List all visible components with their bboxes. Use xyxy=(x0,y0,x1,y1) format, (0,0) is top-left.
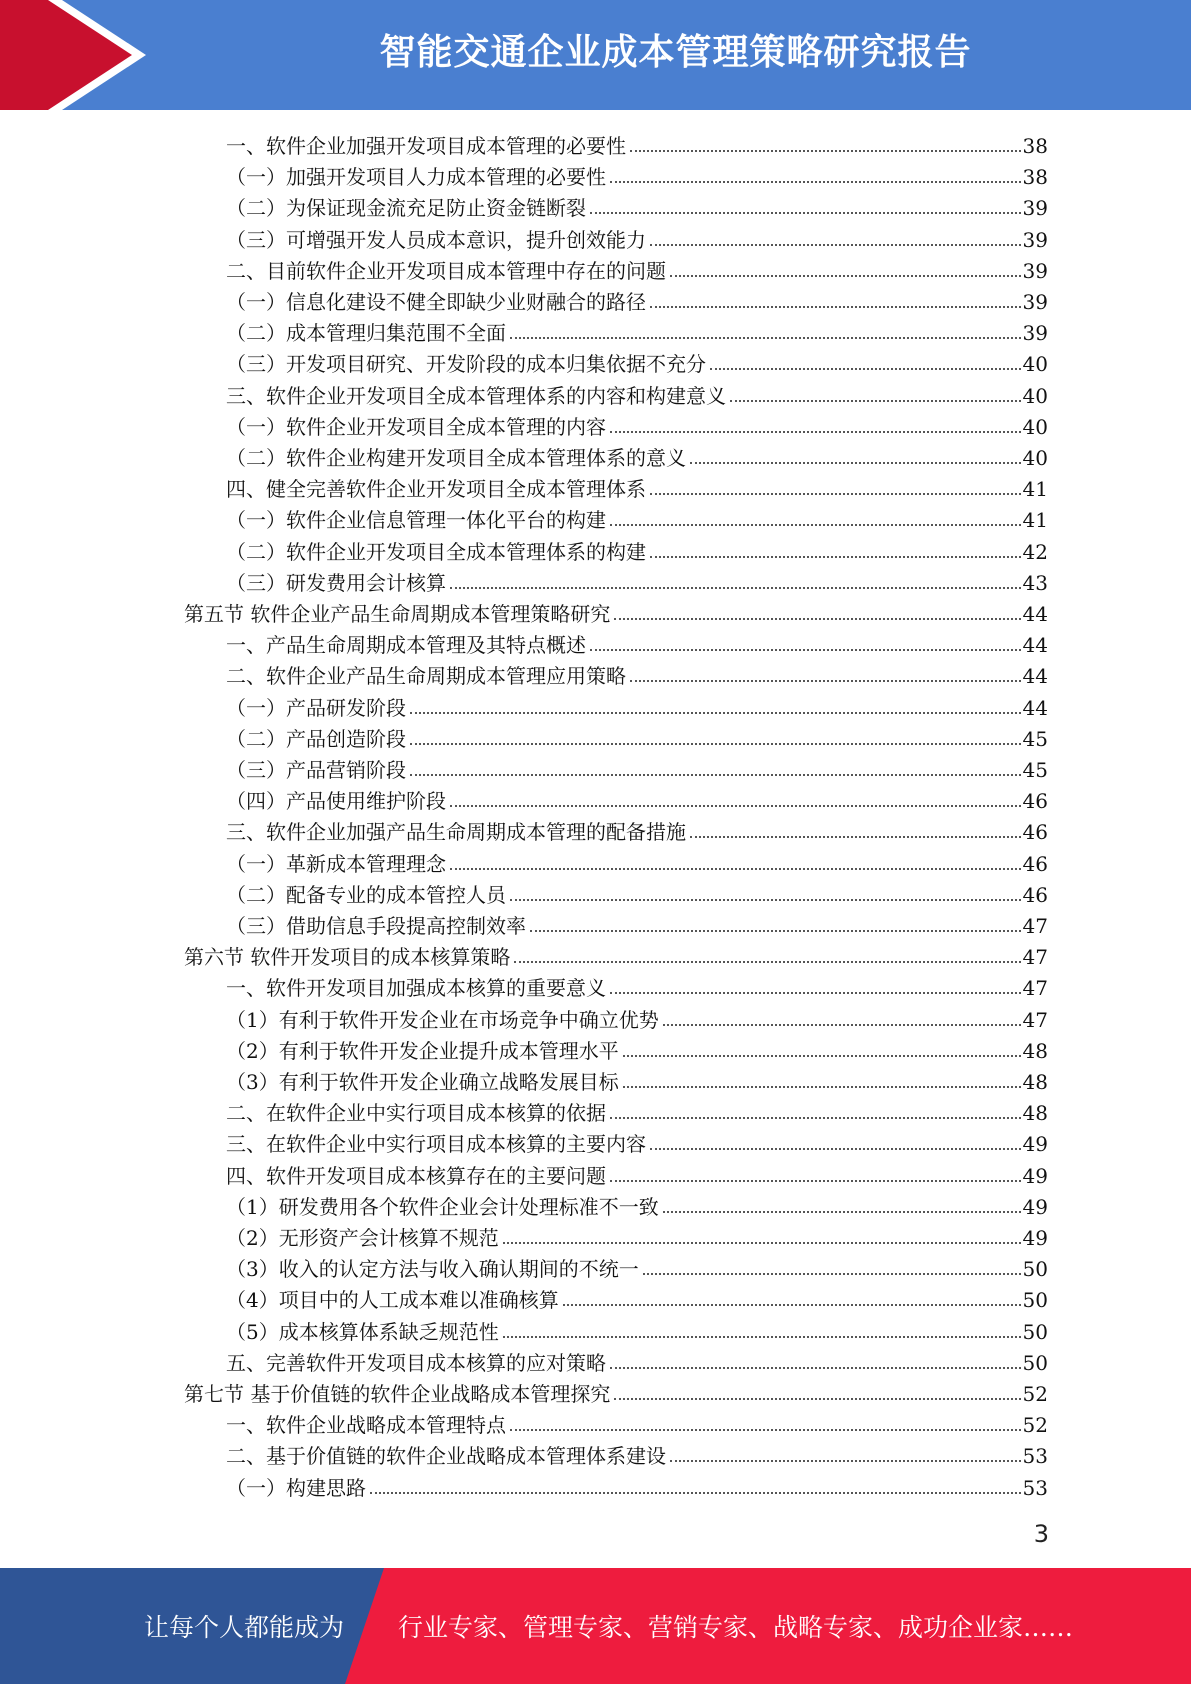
toc-entry-page: 49 xyxy=(1022,1226,1048,1250)
toc-entry-page: 52 xyxy=(1022,1382,1048,1406)
toc-entry[interactable] xyxy=(226,159,1048,189)
toc-entry-title: （二）为保证现金流充足防止资金链断裂 xyxy=(226,196,586,221)
toc-entry-title: 一、产品生命周期成本管理及其特点概述 xyxy=(226,633,586,658)
toc-dot-leader xyxy=(503,1242,1021,1244)
toc-entry-title: （一）信息化建设不健全即缺少业财融合的路径 xyxy=(226,290,646,314)
toc-entry-title: （5）成本核算体系缺乏规范性 xyxy=(226,1319,499,1344)
toc-dot-leader xyxy=(610,1117,1021,1119)
toc-dot-leader xyxy=(663,1024,1021,1026)
footer-banner xyxy=(0,1568,1191,1684)
toc-entry-title: 二、软件企业产品生命周期成本管理应用策略 xyxy=(226,664,626,689)
toc-entry-page: 47 xyxy=(1022,1007,1048,1032)
toc-entry-page: 46 xyxy=(1022,820,1048,845)
chevron-arrow-icon xyxy=(0,0,160,110)
toc-entry[interactable] xyxy=(226,471,1048,501)
toc-entry[interactable] xyxy=(226,1470,1048,1500)
toc-entry-title: 二、在软件企业中实行项目成本核算的依据 xyxy=(226,1101,606,1126)
toc-entry[interactable] xyxy=(184,596,1048,626)
toc-dot-leader xyxy=(730,400,1021,402)
toc-dot-leader xyxy=(610,992,1021,994)
toc-entry-title: （四）产品使用维护阶段 xyxy=(226,789,446,814)
toc-dot-leader xyxy=(563,1304,1021,1306)
toc-entry-page: 40 xyxy=(1022,414,1048,439)
toc-entry[interactable] xyxy=(226,253,1048,283)
toc-dot-leader xyxy=(690,836,1021,838)
toc-dot-leader xyxy=(510,1429,1021,1431)
toc-dot-leader xyxy=(614,618,1020,620)
toc-entry-title: （二）成本管理归集范围不全面 xyxy=(226,321,506,346)
toc-entry-title: 一、软件企业加强开发项目成本管理的必要性 xyxy=(226,134,626,158)
toc-entry-title: （二）软件企业开发项目全成本管理体系的构建 xyxy=(226,539,646,564)
toc-entry-title: 二、基于价值链的软件企业战略成本管理体系建设 xyxy=(226,1444,666,1469)
document-title: 智能交通企业成本管理策略研究报告 xyxy=(379,32,972,73)
toc-entry[interactable] xyxy=(226,783,1048,813)
toc-dot-leader xyxy=(503,1336,1021,1338)
toc-dot-leader xyxy=(670,275,1021,277)
toc-entry-title: （4）项目中的人工成本难以准确核算 xyxy=(226,1288,559,1313)
toc-entry-page: 38 xyxy=(1022,134,1048,158)
toc-dot-leader xyxy=(650,244,1021,246)
toc-dot-leader xyxy=(450,868,1021,870)
toc-entry-title: 四、健全完善软件企业开发项目全成本管理体系 xyxy=(226,477,646,502)
toc-entry-page: 44 xyxy=(1022,602,1048,626)
toc-dot-leader xyxy=(510,337,1021,339)
toc-entry-page: 44 xyxy=(1022,664,1048,689)
toc-entry-title: 一、软件企业战略成本管理特点 xyxy=(226,1413,506,1438)
toc-entry[interactable] xyxy=(226,378,1048,408)
toc-entry-page: 41 xyxy=(1022,508,1048,533)
toc-entry-page: 45 xyxy=(1022,758,1048,782)
toc-entry-page: 47 xyxy=(1022,945,1048,970)
toc-entry-title: 一、软件开发项目加强成本核算的重要意义 xyxy=(226,976,606,1001)
toc-entry[interactable] xyxy=(226,284,1048,314)
toc-entry-page: 44 xyxy=(1022,695,1048,720)
toc-entry-title: （三）开发项目研究、开发阶段的成本归集依据不充分 xyxy=(226,352,706,377)
toc-entry-page: 47 xyxy=(1022,914,1048,938)
toc-entry-page: 39 xyxy=(1022,227,1048,252)
toc-entry[interactable] xyxy=(226,1282,1048,1312)
toc-entry-page: 45 xyxy=(1022,726,1048,751)
toc-entry-title: （一）产品研发阶段 xyxy=(226,695,406,720)
toc-entry-page: 39 xyxy=(1022,290,1048,314)
toc-entry-page: 39 xyxy=(1022,258,1048,283)
toc-entry[interactable] xyxy=(226,346,1048,376)
toc-entry-page: 49 xyxy=(1022,1132,1048,1157)
toc-entry[interactable] xyxy=(226,1438,1048,1468)
toc-dot-leader xyxy=(450,805,1021,807)
toc-dot-leader xyxy=(610,524,1021,526)
toc-entry-page: 43 xyxy=(1022,570,1048,595)
toc-dot-leader xyxy=(410,774,1021,776)
page-number: 3 xyxy=(1033,1520,1049,1548)
toc-dot-leader xyxy=(590,649,1021,651)
toc-entry-page: 47 xyxy=(1022,976,1048,1001)
toc-dot-leader xyxy=(514,961,1020,963)
toc-dot-leader xyxy=(610,431,1021,433)
toc-entry-title: （一）革新成本管理理念 xyxy=(226,851,446,876)
toc-entry[interactable] xyxy=(184,1376,1048,1406)
toc-entry-title: （三）借助信息手段提高控制效率 xyxy=(226,914,526,938)
toc-entry-title: 第六节 软件开发项目的成本核算策略 xyxy=(184,945,511,970)
toc-entry-page: 39 xyxy=(1022,321,1048,346)
toc-entry-title: （二）配备专业的成本管控人员 xyxy=(226,882,506,907)
toc-dot-leader xyxy=(614,1398,1020,1400)
footer-slogan-left: 让每个人都能成为 xyxy=(144,1613,345,1642)
toc-entry-page: 39 xyxy=(1022,196,1048,221)
toc-entry[interactable] xyxy=(226,1033,1048,1063)
toc-dot-leader xyxy=(690,462,1021,464)
toc-dot-leader xyxy=(370,1492,1021,1494)
toc-entry[interactable] xyxy=(226,1158,1048,1188)
toc-dot-leader xyxy=(650,306,1021,308)
toc-entry[interactable] xyxy=(226,658,1048,688)
toc-entry[interactable] xyxy=(226,908,1048,938)
toc-entry[interactable] xyxy=(226,1002,1048,1032)
toc-entry-page: 50 xyxy=(1022,1257,1048,1282)
toc-entry-title: （一）软件企业开发项目全成本管理的内容 xyxy=(226,414,606,439)
toc-entry[interactable] xyxy=(226,970,1048,1000)
toc-dot-leader xyxy=(710,368,1021,370)
toc-entry[interactable] xyxy=(226,1095,1048,1125)
toc-entry-page: 52 xyxy=(1022,1413,1048,1438)
toc-entry[interactable] xyxy=(226,565,1048,595)
toc-entry-title: 三、在软件企业中实行项目成本核算的主要内容 xyxy=(226,1132,646,1157)
toc-dot-leader xyxy=(410,712,1021,714)
toc-entry-page: 46 xyxy=(1022,789,1048,814)
toc-entry-page: 48 xyxy=(1022,1070,1048,1094)
toc-entry-page: 50 xyxy=(1022,1350,1048,1375)
toc-entry[interactable] xyxy=(226,1126,1048,1156)
toc-entry-title: （一）加强开发项目人力成本管理的必要性 xyxy=(226,165,606,190)
toc-entry[interactable] xyxy=(226,877,1048,907)
toc-entry-page: 46 xyxy=(1022,851,1048,876)
toc-dot-leader xyxy=(650,556,1021,558)
toc-entry[interactable] xyxy=(226,1407,1048,1437)
toc-entry[interactable] xyxy=(226,721,1048,751)
toc-entry-title: （3）收入的认定方法与收入确认期间的不统一 xyxy=(226,1257,639,1282)
toc-entry[interactable] xyxy=(226,1189,1048,1219)
toc-entry[interactable] xyxy=(226,502,1048,532)
toc-entry-title: （二）软件企业构建开发项目全成本管理体系的意义 xyxy=(226,446,686,470)
toc-dot-leader xyxy=(650,1148,1021,1150)
toc-dot-leader xyxy=(510,899,1021,901)
toc-dot-leader xyxy=(530,930,1021,932)
toc-dot-leader xyxy=(410,743,1021,745)
toc-dot-leader xyxy=(663,1211,1021,1213)
toc-entry[interactable] xyxy=(226,1064,1048,1094)
toc-entry[interactable] xyxy=(226,752,1048,782)
toc-dot-leader xyxy=(630,150,1021,152)
toc-dot-leader xyxy=(610,181,1021,183)
toc-dot-leader xyxy=(643,1273,1021,1275)
toc-entry-page: 40 xyxy=(1022,383,1048,408)
toc-entry-page: 49 xyxy=(1022,1194,1048,1219)
toc-entry-page: 50 xyxy=(1022,1319,1048,1344)
footer-slogan-right: 行业专家、管理专家、营销专家、战略专家、成功企业家…… xyxy=(398,1613,1074,1642)
toc-entry[interactable] xyxy=(226,409,1048,439)
toc-entry-page: 42 xyxy=(1022,539,1048,564)
toc-entry[interactable] xyxy=(226,1251,1048,1281)
toc-entry-title: 三、软件企业加强产品生命周期成本管理的配备措施 xyxy=(226,820,686,845)
toc-dot-leader xyxy=(610,1367,1021,1369)
toc-dot-leader xyxy=(590,212,1021,214)
toc-entry[interactable] xyxy=(226,846,1048,876)
toc-entry-title: （2）无形资产会计核算不规范 xyxy=(226,1226,499,1250)
toc-entry-page: 40 xyxy=(1022,446,1048,470)
toc-entry-page: 38 xyxy=(1022,165,1048,190)
toc-entry-title: 第七节 基于价值链的软件企业战略成本管理探究 xyxy=(184,1382,611,1406)
toc-entry[interactable] xyxy=(184,939,1048,969)
toc-entry-page: 40 xyxy=(1022,352,1048,377)
toc-entry-title: （二）产品创造阶段 xyxy=(226,726,406,751)
toc-entry[interactable] xyxy=(226,222,1048,252)
toc-entry-title: 二、目前软件企业开发项目成本管理中存在的问题 xyxy=(226,258,666,283)
toc-dot-leader xyxy=(450,587,1021,589)
toc-entry[interactable] xyxy=(226,814,1048,844)
toc-entry-page: 50 xyxy=(1022,1288,1048,1313)
toc-entry[interactable] xyxy=(226,534,1048,564)
toc-entry[interactable] xyxy=(226,1314,1048,1344)
toc-entry-title: （1）研发费用各个软件企业会计处理标准不一致 xyxy=(226,1194,659,1219)
toc-dot-leader xyxy=(650,493,1021,495)
toc-dot-leader xyxy=(610,1180,1021,1182)
toc-entry-page: 48 xyxy=(1022,1101,1048,1126)
toc-entry-page: 44 xyxy=(1022,633,1048,658)
toc-entry-page: 53 xyxy=(1022,1475,1048,1500)
toc-entry[interactable] xyxy=(226,128,1048,158)
toc-entry[interactable] xyxy=(226,315,1048,345)
toc-entry-page: 49 xyxy=(1022,1163,1048,1188)
toc-entry-page: 46 xyxy=(1022,882,1048,907)
toc-entry[interactable] xyxy=(226,190,1048,220)
header-banner xyxy=(0,0,1191,110)
toc-entry[interactable] xyxy=(226,1345,1048,1375)
toc-dot-leader xyxy=(623,1086,1021,1088)
toc-entry-title: （1）有利于软件开发企业在市场竞争中确立优势 xyxy=(226,1007,659,1032)
toc-entry[interactable] xyxy=(226,1220,1048,1250)
toc-entry-title: （一）软件企业信息管理一体化平台的构建 xyxy=(226,508,606,533)
toc-entry[interactable] xyxy=(226,690,1048,720)
toc-entry-page: 53 xyxy=(1022,1444,1048,1469)
toc-entry-title: （一）构建思路 xyxy=(226,1475,366,1500)
toc-entry-title: （三）产品营销阶段 xyxy=(226,758,406,782)
toc-entry[interactable] xyxy=(226,440,1048,470)
toc-entry-title: （三）研发费用会计核算 xyxy=(226,570,446,595)
toc-entry-title: 三、软件企业开发项目全成本管理体系的内容和构建意义 xyxy=(226,383,726,408)
toc-entry-title: （2）有利于软件开发企业提升成本管理水平 xyxy=(226,1038,619,1063)
toc-entry-page: 48 xyxy=(1022,1038,1048,1063)
toc-entry-page: 41 xyxy=(1022,477,1048,502)
toc-dot-leader xyxy=(623,1055,1021,1057)
toc-entry-title: （三）可增强开发人员成本意识，提升创效能力 xyxy=(226,227,646,252)
toc-entry-title: 五、完善软件开发项目成本核算的应对策略 xyxy=(226,1350,606,1375)
toc-entry-title: （3）有利于软件开发企业确立战略发展目标 xyxy=(226,1070,619,1094)
toc-entry-title: 第五节 软件企业产品生命周期成本管理策略研究 xyxy=(184,602,611,626)
toc-dot-leader xyxy=(630,680,1021,682)
toc-dot-leader xyxy=(670,1460,1021,1462)
toc-entry-title: 四、软件开发项目成本核算存在的主要问题 xyxy=(226,1163,606,1188)
toc-entry[interactable] xyxy=(226,627,1048,657)
